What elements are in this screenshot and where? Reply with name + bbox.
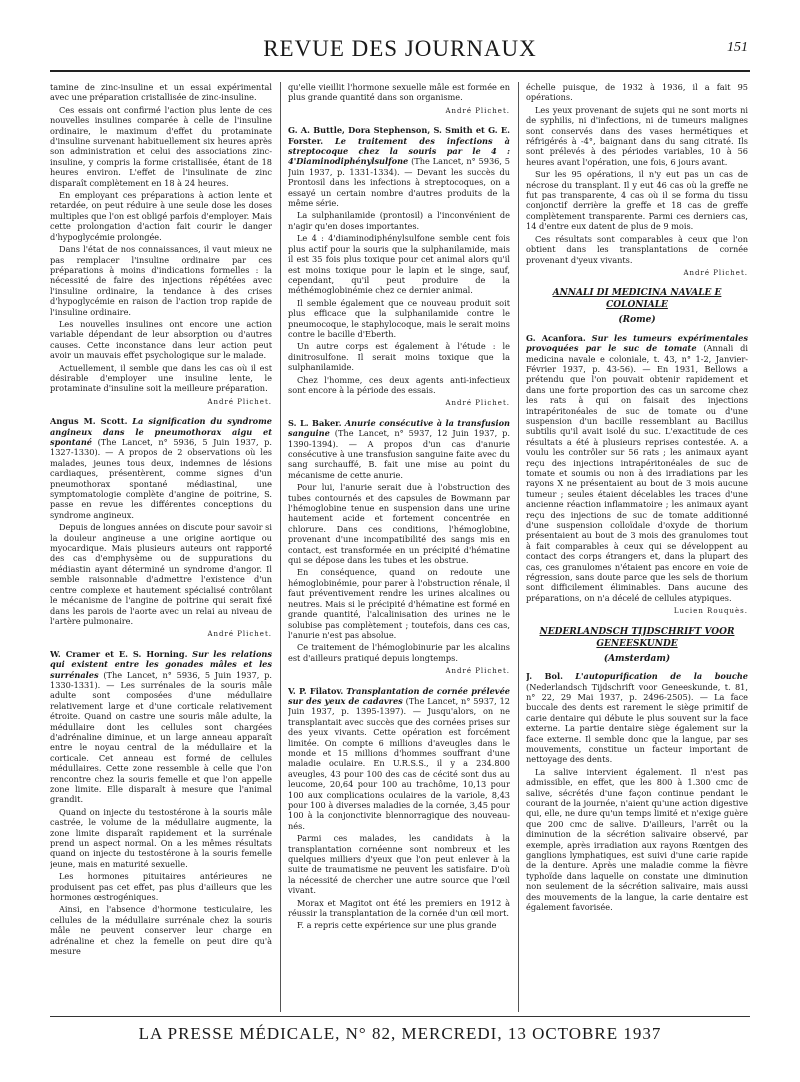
page-footer [50, 1020, 750, 1046]
article-title: Anurie consécutive à la transfusion sanguine [288, 417, 510, 439]
paragraph: Il semble également que ce nouveau produit soit plus efficace que la sulphanilamide contre le pneumocoque, le staphylocoque, mais le serait moins contre le bacille d'Eberth. [288, 297, 510, 339]
paragraph: Ces résultats sont comparables à ceux que l'on obtient dans les transplantations de cornée provenant d'yeux vivants. [526, 233, 748, 265]
journal-city: (Amsterdam) [603, 653, 671, 664]
paragraph: F. a repris cette expérience sur une plus grande [297, 920, 497, 931]
article-reference: (The Lancet, n° 5936, 5 Juin 1937, p. 1331-1334). — Devant les succès du Prontosil dans les infections à streptocoques, on a essayé un certain nombre d'autres produits de la même série. [288, 156, 510, 209]
paragraph: Parmi ces malades, les candidats à la transplantation cornéenne sont nombreux et les quelques milliers d'yeux que l'on peut enlever à la suite de traumatisme ne peuvent les satisfaire. D'où la nécessité de chercher une autre source que l'œil vivant. [288, 833, 510, 896]
paragraph: qu'elle vieillit l'hormone sexuelle mâle est formée en plus grande quantité dans son organisme. [288, 82, 510, 103]
column-right [526, 82, 748, 1012]
paragraph: échelle puisque, de 1932 à 1936, il a fait 95 opérations. [526, 82, 748, 103]
article-title: Transplantation de cornée prélevée sur des yeux de cadavres [288, 685, 510, 706]
article-title: L'autopurification de la bouche [575, 671, 748, 682]
article-title: Le traitement des infections à streptocoque chez la souris par le 4 : 4'Diaminodiphénylsulfone [288, 135, 510, 167]
paragraph: Les nouvelles insulines ont encore une action variable dépendant de leur absorption ou d'autres causes. Cette inconstance dans leur action peut avoir un mauvais effet psychologique sur le malade. [50, 318, 272, 361]
author-signature: André Plichet. [207, 397, 272, 406]
column-divider [280, 82, 281, 1012]
journal-name: ANNALI DI MEDICINA NAVALE E COLONIALE [552, 288, 722, 311]
paragraph: Pour lui, l'anurie serait due à l'obstruction des tubes contournés et des capsules de Bowmann par l'hémoglobine tenue en suspension dans une urine hautement acide et fortement concentrée en chlorure. Dans ces conditions, l'hémoglobine, provenant d'une incompatibilité des sangs mis en contact, est transformée en un précipité d'hématine qui se dépose dans les tubes et les obstrue. [288, 482, 510, 566]
article-reference: (Annali di medicina navale e coloniale, t. 43, n° 1-2, Janvier-Février 1937, p. 43-56). — En 1931, Bellows a prétendu que l'on pouvait obtenir rapidement et dans une forte proportion des cas un sarcome chez les rats à qui on faisait des injections intrapéritonéales de suc de tomate ou d'une suspension d'un bacille ressemblant au Bacillus subtilis qu'il avait isolé du suc. L'exactitude de ces résultats a été à plusieurs reprises contestée. A. a voulu les contrôler sur 56 rats ; les animaux ayant reçu des injections intrapéritonéales de suc de tomate et soumis ou non à des irradiations par les rayons X ne présentaient au bout de 3 mois aucune tumeur ; seules étaient décelables les traces d'une ancienne réaction inflammatoire ; les animaux ayant reçu des injections de suc de tomate additionné d'une suspension colloïdale d'oxyde de thorium présentaient au bout de 3 mois des granulomes tout à fait comparables à ceux qui se développent au contact des corps étrangers et, dans la plupart des cas, ces granulomes n'étaient pas encore en voie de régression, sans doute parce que les sels de thorium sont difficilement éliminables. Dans aucune des préparations, on n'a décelé de cellules atypiques. [526, 343, 748, 603]
author-signature: André Plichet. [445, 667, 510, 676]
paragraph: Actuellement, il semble que dans les cas où il est désirable d'employer une insuline lente, le protaminate d'insuline soit la meilleure préparation. [50, 362, 272, 394]
article-reference: (The Lancet, n° 5937, 12 Juin 1937, p. 1395-1397). — Jusqu'alors, on ne transplantait avec succès que des cornées prises sur des yeux vivants. Cette opération est forcément limitée. On compte 6 millions d'aveugles dans le monde et 15 millions d'hommes souffrant d'une maladie oculaire. En U.R.S.S., il y a 234.800 aveugles, 43 pour 100 des cas de cécité sont dus au leucome, 20,64 pour 100 au trachôme, 10,13 pour 100 aux complications oculaires de la variole, 8,43 pour 100 à diverses maladies de la cornée, 3,45 pour 100 à la conjonctivite blennorragique des nouveau-nés. [288, 695, 510, 831]
article-reference: (The Lancet, n° 5937, 12 Juin 1937, p. 1390-1394). — A propos d'un cas d'anurie consécutive à une transfusion sanguine faite avec du sang surchauffé, B. fait une mise au point du mécanisme de cette anurie. [288, 428, 510, 480]
paragraph: Les hormones pituitaires antérieures ne produisent pas cet effet, pas plus d'ailleurs que les hormones œstrogéniques. [50, 871, 272, 903]
article-title: Sur les tumeurs expérimentales provoquées par le suc de tomate [526, 332, 748, 354]
column-middle [288, 82, 510, 1012]
article-authors: V. P. Filatov. [288, 685, 344, 696]
paragraph: Ces essais ont confirmé l'action plus lente de ces nouvelles insulines comparée à celle de l'insuline ordinaire, le maximum d'effet du protaminate d'insuline survenant habituellement six heures après son administration et celui des associations zinc-insuline, y compris la forme cristallisée, étant de 18 heures environ. L'effet de l'insulinate de zinc disparaît complètement en 18 à 24 heures. [50, 104, 272, 188]
header-rule [50, 70, 750, 72]
paragraph: Les yeux provenant de sujets qui ne sont morts ni de syphilis, ni d'infections, ni de tumeurs malignes sont conservés dans des vases hermétiques et réfrigérés à -4°, baignant dans du sang citraté. Ils sont prélevés à des périodes variables, 10 à 56 heures avant l'opération, une fois, 6 jours avant. [526, 104, 748, 167]
article-heading [288, 686, 510, 832]
article-heading [288, 418, 510, 480]
article-heading [526, 671, 748, 765]
footer-rule [50, 1016, 750, 1017]
paragraph: Quand on injecte du testostérone à la souris mâle castrée, le volume de la médullaire augmente, la zone limite disparaît rapidement et la surrénale prend un aspect normal. On a les mêmes résultats quand on injecte du testostérone à la souris femelle jeune, mais en maturité sexuelle. [50, 806, 272, 869]
paragraph: Sur les 95 opérations, il n'y eut pas un cas de nécrose du transplant. Il y eut 46 cas où la greffe ne fut pas transparente, 4 cas où il se forma du tissu conjonctif derrière la greffe et 18 cas de greffe complètement transparente. Parmi ces derniers cas, 14 d'entre eux datent de plus de 9 mois. [526, 169, 748, 232]
paragraph: Chez l'homme, ces deux agents anti-infectieux sont encore à la période des essais. [288, 374, 510, 395]
running-title: REVUE DES JOURNAUX [263, 36, 537, 61]
article-authors: S. L. Baker. [288, 417, 342, 428]
paragraph: En conséquence, quand on redoute une hémoglobinémie, pour parer à l'obstruction rénale, il faut préventivement rendre les urines alcalines ou neutres. Mais si le précipité d'hématine est formé en grande quantité, l'alcalinisation des urines ne le solubise pas complètement ; toutefois, dans ces cas, l'anurie n'est pas absolue. [288, 567, 510, 640]
article-reference: (Nederlandsch Tijdschrift voor Geneeskunde, t. 81, n° 22, 29 Mai 1937, p. 2496-2505). — La face buccale des dents est rarement le siège primitif de carie dentaire qui débute le plus souvent sur la face externe. La partie dentaire siège également sur la face externe. Il semble donc que la langue, par ses mouvements, constitue un facteur important de nettoyage des dents. [526, 681, 748, 765]
footer-text: LA PRESSE MÉDICALE, N° 82, MERCREDI, 13 OCTOBRE 1937 [138, 1024, 662, 1043]
paragraph: Depuis de longues années on discute pour savoir si la douleur angineuse a une origine aortique ou myocardique. Mais plusieurs auteurs ont rapporté des cas d'emphysème ou de suppurations du médiastin ayant déterminé un syndrome d'angor. Il semble raisonnable d'admettre l'existence d'un centre complexe et hautement spécialisé contrôlant le mécanisme de l'angine de poitrine qui serait fixé dans les parois de l'aorte avec un relai au niveau de l'artère pulmonaire. [50, 522, 272, 626]
author-signature: André Plichet. [207, 630, 272, 639]
paragraph: tamine de zinc-insuline et un essai expérimental avec une préparation cristallisée de zinc-insuline. [50, 82, 272, 103]
article-authors: Angus M. Scott. [50, 416, 128, 427]
article-reference: (The Lancet, n° 5936, 5 Juin 1937, p. 1330-1331). — Les surrénales de la souris mâle adulte sont composées d'une médullaire relativement large et d'une corticale relativement étroite. Quand on castre une souris mâle adulte, la médullaire dont les cellules sont chargées d'adrénaline diminue, et un large anneau apparaît entre le noyau central de la médullaire et la corticale. Cet anneau est formé de cellules médullaires. Cette zone ressemble à celle que l'on rencontre chez la souris femelle et que l'on appelle zone limite. Elle disparaît à mesure que l'animal grandit. [50, 669, 272, 805]
page-number: 151 [727, 40, 748, 55]
paragraph: Ce traitement de l'hémoglobinurie par les alcalins est d'ailleurs pratiqué depuis longtemps. [288, 642, 510, 663]
paragraph: Le 4 : 4'diaminodiphénylsulfone semble cent fois plus actif pour la souris que la sulphanilamide, mais il est 35 fois plus toxique pour cet animal alors qu'il est moins toxique pour le lapin et le singe, sauf, cependant, qu'il peut produire de la méthémoglobinémie chez ce dernier animal. [288, 233, 510, 296]
article-heading [288, 125, 510, 208]
paragraph: Ainsi, en l'absence d'hormone testiculaire, les cellules de la médullaire surrénale chez la souris mâle ne peuvent conserver leur charge en adrénaline et chez la femelle on peut dire qu'à mesure [50, 904, 272, 957]
author-signature: André Plichet. [445, 399, 510, 408]
author-signature: André Plichet. [445, 106, 510, 115]
column-divider [518, 82, 519, 1012]
paragraph: La salive intervient également. Il n'est pas admissible, en effet, que les 800 à 1.300 cmc de salive, sécrétés d'une façon continue pendant le courant de la journée, n'aient qu'une action digestive qui, elle, ne dure qu'un temps limité et n'exige guère que 200 cmc de salive. D'ailleurs, l'arrêt ou la diminution de la sécrétion salivaire observé, par exemple, après irradiation aux rayons Rœntgen des ganglions lymphatiques, est suivi d'une carie rapide de la denture. Après une maladie comme la fièvre typhoïde dans laquelle on constate une diminution non seulement de la sécrétion salivaire, mais aussi des mouvements de la langue, la carie dentaire est également favorisée. [526, 766, 748, 913]
article-authors: J. Bol. [526, 671, 563, 682]
column-left [50, 82, 272, 1012]
paragraph: Dans l'état de nos connaissances, il vaut mieux ne pas remplacer l'insuline ordinaire par ces préparations à moins d'indications formelles : la nécessité de faire des injections répétées avec l'insuline ordinaire, la tendance à des crises d'hypoglycémie en raison de l'action trop rapide de l'insuline ordinaire. [50, 244, 272, 317]
article-authors: W. Cramer et E. S. Horning. [50, 648, 188, 659]
article-authors: G. A. Buttle, Dora Stephenson, S. Smith et G. E. Forster. [288, 125, 510, 146]
page-header [50, 36, 750, 66]
article-authors: G. Acanfora. [526, 332, 586, 343]
article-columns [50, 82, 750, 1012]
article-heading [50, 649, 272, 805]
article-heading [526, 333, 748, 604]
paragraph: En employant ces préparations à action lente et retardée, on peut réduire à une seule dose les doses multiples que l'on est obligé parfois d'employer. Mais cette prolongation d'action fait courir le danger d'hypoglycémie prolongée. [50, 190, 272, 242]
article-title: Sur les relations qui existent entre les gonades mâles et les surrénales [50, 648, 272, 680]
article-heading [50, 416, 272, 520]
article-reference: (The Lancet, n° 5936, 5 Juin 1937, p. 1327-1330). — A propos de 2 observations où les malades, jeunes tous deux, indemnes de lésions cardiaques, présentèrent, comme signes d'un pneumothorax spontané médiastinal, une symptomatologie complète d'angine de poitrine, S. passe en revue les différentes conceptions du syndrome angineux. [50, 437, 272, 520]
paragraph: Un autre corps est également à l'étude : le dinitrosulfone. Il serait moins toxique que la sulphanilamide. [288, 341, 510, 373]
author-signature: André Plichet. [683, 268, 748, 277]
paragraph: La sulphanilamide (prontosil) a l'inconvénient de n'agir qu'en doses importantes. [288, 210, 510, 231]
article-title: La signification du syndrome angineux dans le pneumothorax aigu et spontané [50, 416, 272, 447]
paragraph: Morax et Magitot ont été les premiers en 1912 à réussir la transplantation de la cornée d'un œil mort. [288, 897, 510, 919]
journal-name: NEDERLANDSCH TIJDSCHRIFT VOOR GENEESKUNDE [539, 626, 735, 649]
journal-city: (Rome) [618, 315, 656, 326]
author-signature: Lucien Rouquès. [673, 607, 748, 616]
